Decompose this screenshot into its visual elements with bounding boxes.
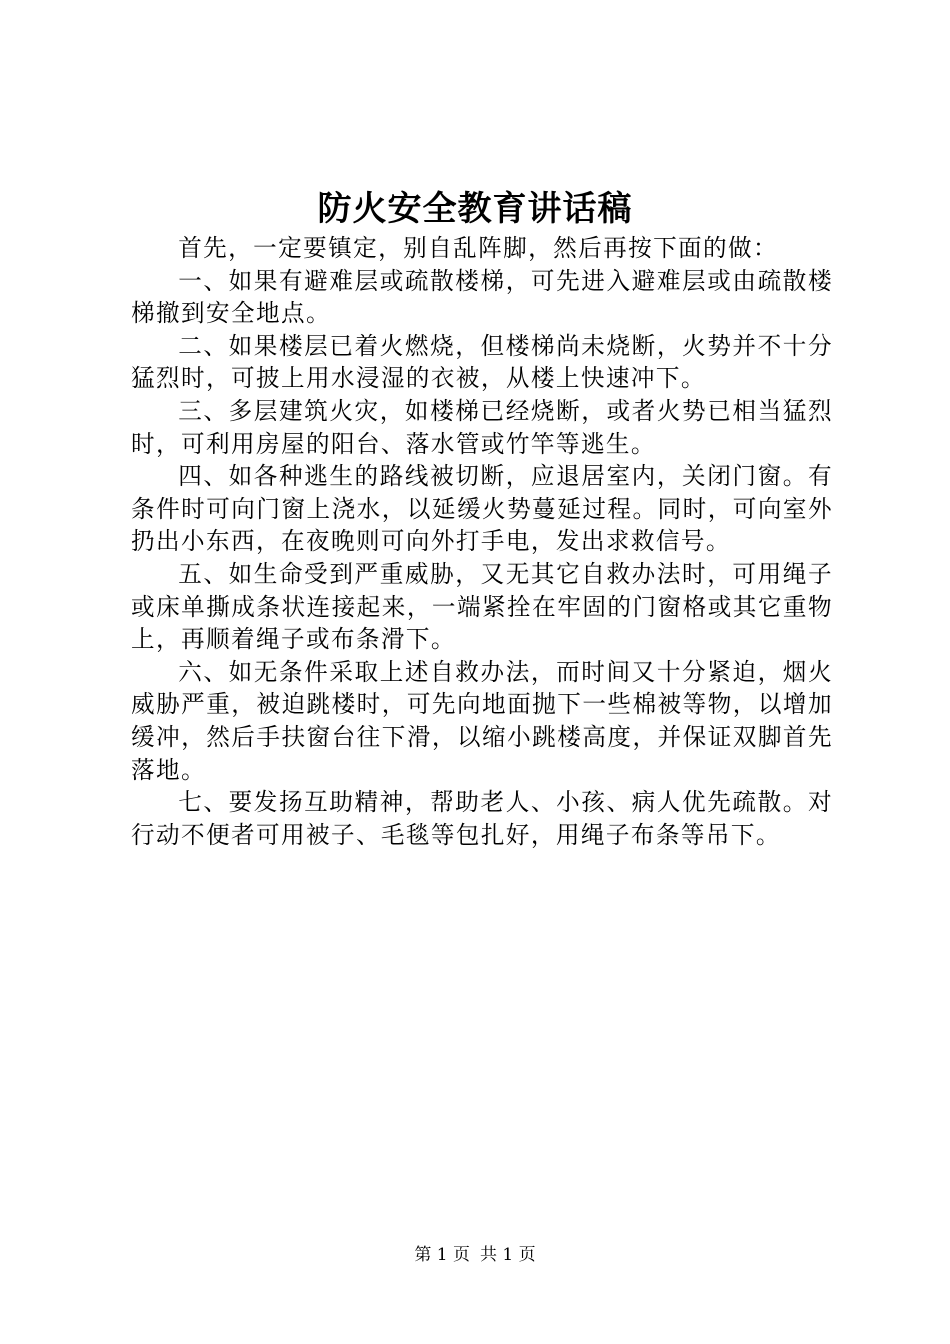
document-body	[131, 232, 833, 851]
paragraph-6: 六、如无条件采取上述自救办法，而时间又十分紧迫，烟火威胁严重，被迫跳楼时，可先向地面抛下一些棉被等物，以增加缓冲，然后手扶窗台往下滑，以缩小跳楼高度，并保证双脚首先落地。	[131, 657, 833, 784]
page-footer	[0, 1243, 950, 1267]
paragraph-3: 三、多层建筑火灾，如楼梯已经烧断，或者火势已相当猛烈时，可利用房屋的阳台、落水管或竹竿等逃生。	[131, 396, 833, 458]
page-number: 第 1 页	[414, 1245, 470, 1265]
paragraph-7: 七、要发扬互助精神，帮助老人、小孩、病人优先疏散。对行动不便者可用被子、毛毯等包扎好，用绳子布条等吊下。	[131, 788, 833, 849]
paragraph-5: 五、如生命受到严重威胁，又无其它自救办法时，可用绳子或床单撕成条状连接起来，一端紧拴在牢固的门窗格或其它重物上，再顺着绳子或布条滑下。	[131, 559, 833, 654]
paragraph-intro: 首先，一定要镇定，别自乱阵脚，然后再按下面的做：	[178, 234, 779, 262]
paragraph-4: 四、如各种逃生的路线被切断，应退居室内，关闭门窗。有条件时可向门窗上浇水，以延缓火势蔓延过程。同时，可向室外扔出小东西，在夜晚则可向外打手电，发出求救信号。	[131, 462, 833, 556]
document-title: 防火安全教育讲话稿	[317, 189, 633, 229]
paragraph-2: 二、如果楼层已着火燃烧，但楼梯尚未烧断，火势并不十分猛烈时，可披上用水浸湿的衣被，从楼上快速冲下。	[131, 331, 833, 393]
paragraph-1: 一、如果有避难层或疏散楼梯，可先进入避难层或由疏散楼梯撤到安全地点。	[131, 266, 833, 328]
page-total: 共 1 页	[480, 1245, 536, 1265]
